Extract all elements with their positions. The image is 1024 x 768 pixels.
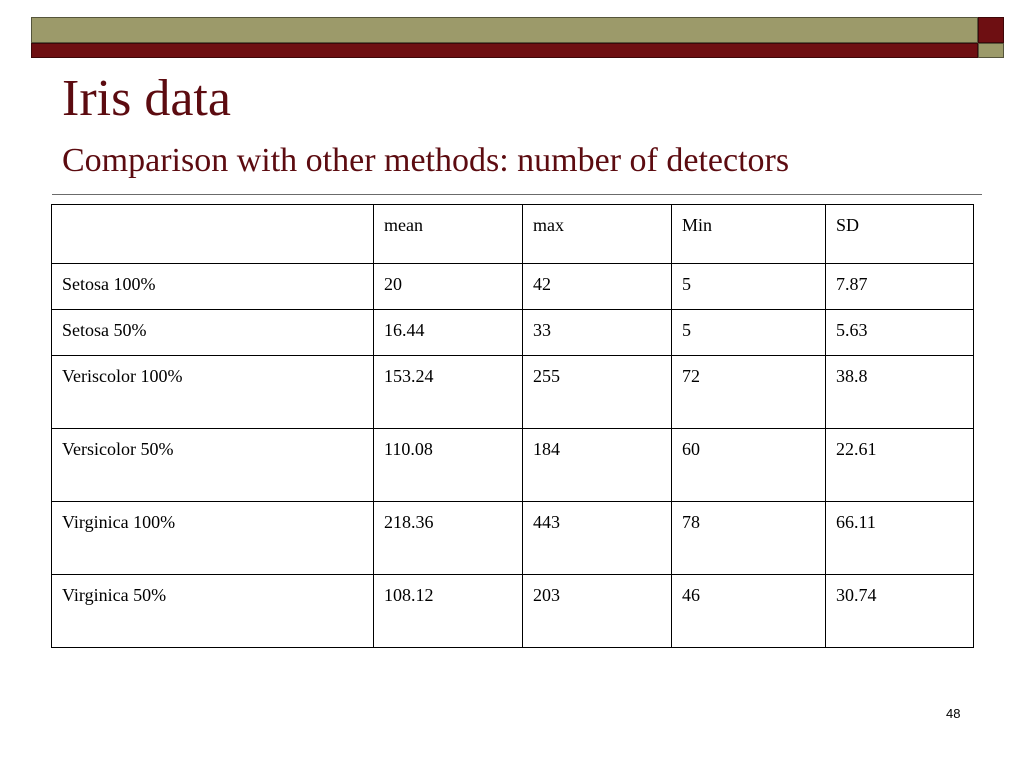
header-cell-min: Min — [672, 205, 826, 264]
cell-mean: 20 — [374, 264, 523, 310]
cell-max: 42 — [523, 264, 672, 310]
header-cell-sd: SD — [826, 205, 974, 264]
title-divider — [52, 194, 982, 195]
cell-min: 5 — [672, 264, 826, 310]
cell-mean: 16.44 — [374, 310, 523, 356]
row-label: Virginica 100% — [52, 502, 374, 575]
row-label: Versicolor 50% — [52, 429, 374, 502]
header-cell-max: max — [523, 205, 672, 264]
cell-sd: 66.11 — [826, 502, 974, 575]
slide-subtitle: Comparison with other methods: number of detectors — [62, 142, 790, 179]
cell-sd: 7.87 — [826, 264, 974, 310]
table-row — [52, 310, 974, 356]
table-row — [52, 356, 974, 429]
cell-min: 5 — [672, 310, 826, 356]
table-row — [52, 429, 974, 502]
cell-max: 203 — [523, 575, 672, 648]
cell-mean: 110.08 — [374, 429, 523, 502]
cell-max: 33 — [523, 310, 672, 356]
table-row — [52, 575, 974, 648]
header-square-olive — [978, 43, 1004, 58]
header-bar-olive — [31, 17, 978, 43]
slide-title: Iris data — [62, 70, 231, 127]
page-number: 48 — [946, 706, 961, 721]
cell-sd: 38.8 — [826, 356, 974, 429]
table-row — [52, 502, 974, 575]
table-row — [52, 264, 974, 310]
row-label: Veriscolor 100% — [52, 356, 374, 429]
cell-min: 46 — [672, 575, 826, 648]
header-square-maroon — [978, 17, 1004, 43]
cell-sd: 22.61 — [826, 429, 974, 502]
table-header-row — [52, 205, 974, 264]
cell-mean: 153.24 — [374, 356, 523, 429]
cell-min: 78 — [672, 502, 826, 575]
cell-max: 184 — [523, 429, 672, 502]
cell-mean: 218.36 — [374, 502, 523, 575]
row-label: Setosa 50% — [52, 310, 374, 356]
header-bar-maroon — [31, 43, 978, 58]
cell-min: 72 — [672, 356, 826, 429]
cell-min: 60 — [672, 429, 826, 502]
detectors-table — [51, 204, 974, 648]
cell-max: 255 — [523, 356, 672, 429]
cell-max: 443 — [523, 502, 672, 575]
header-cell-mean: mean — [374, 205, 523, 264]
row-label: Setosa 100% — [52, 264, 374, 310]
cell-sd: 5.63 — [826, 310, 974, 356]
header-cell — [52, 205, 374, 264]
cell-mean: 108.12 — [374, 575, 523, 648]
cell-sd: 30.74 — [826, 575, 974, 648]
row-label: Virginica 50% — [52, 575, 374, 648]
